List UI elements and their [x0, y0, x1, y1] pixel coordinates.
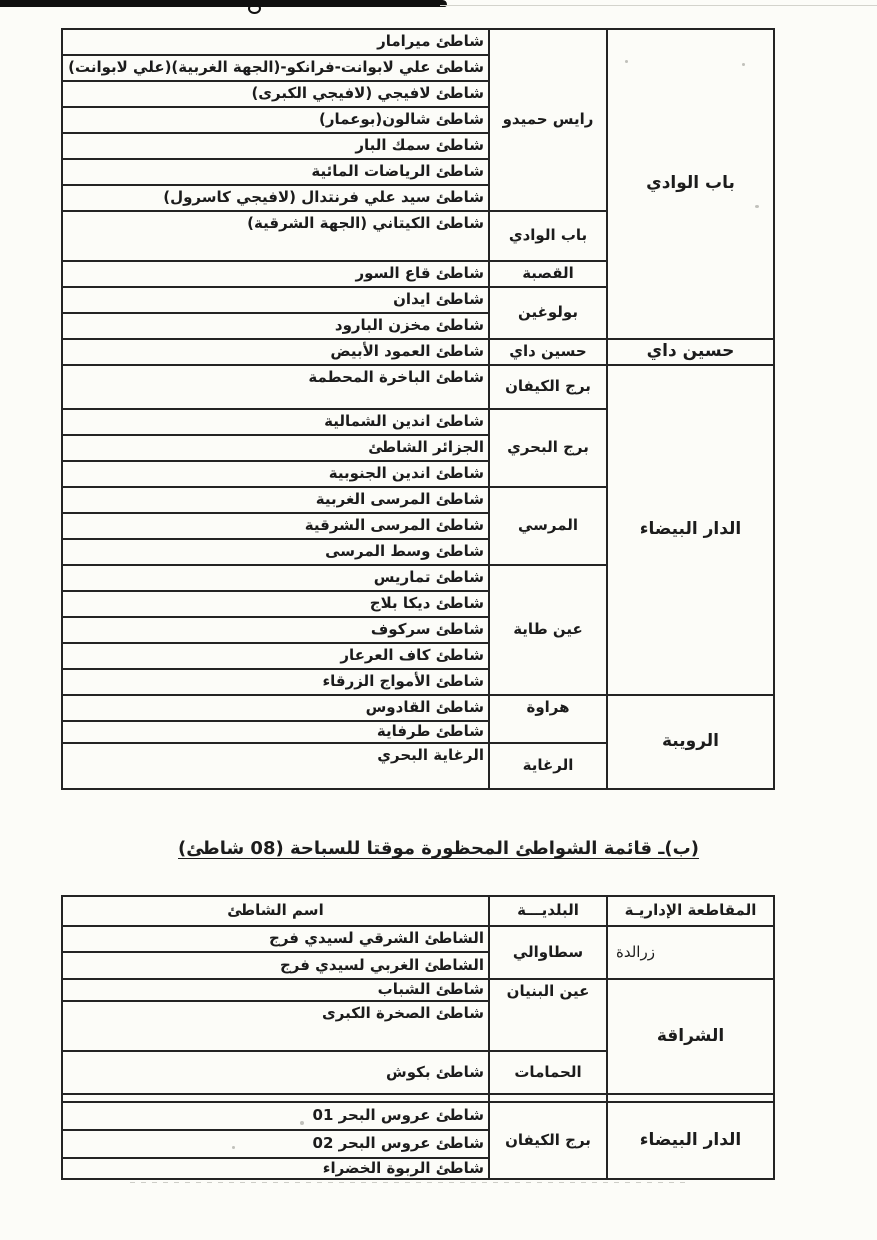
- beach-name-cell: شاطئ عروس البحر 01: [62, 1102, 489, 1130]
- beach-name-cell: شاطئ بكوش: [62, 1051, 489, 1094]
- beach-name-cell: شاطئ اندين الجنوبية: [62, 461, 489, 487]
- beach-name-cell: شاطئ علي لابوانت-فرانكو-(الجهة الغربية)(علي لابوانت): [62, 55, 489, 81]
- beach-name-cell: شاطئ سيد علي فرنتدال (لافيجي كاسرول): [62, 185, 489, 211]
- municipality-cell: سطاوالي: [489, 926, 607, 979]
- district-cell: الشراقة: [607, 979, 774, 1094]
- municipality-cell: القصبة: [489, 261, 607, 287]
- district-cell: الدار البيضاء: [607, 1102, 774, 1179]
- scan-edge-line: [440, 5, 877, 6]
- spacer-cell: [489, 1094, 607, 1102]
- section-b-heading: (ب)ـ قائمة الشواطئ المحظورة موقتا للسباحة (08 شاطئ): [178, 838, 699, 859]
- scan-bottom-artifact: [130, 1182, 690, 1183]
- spacer-cell: [62, 1094, 489, 1102]
- beach-name-cell: شاطئ شالون(بوعمار): [62, 107, 489, 133]
- district-cell: الدار البيضاء: [607, 365, 774, 695]
- beach-name-cell: شاطئ قاع السور: [62, 261, 489, 287]
- scan-squiggle-artifact: [248, 3, 261, 14]
- municipality-cell: برج الكيفان: [489, 365, 607, 409]
- banned-beaches-table: [61, 895, 775, 1180]
- beach-name-cell: شاطئ ديكا بلاج: [62, 591, 489, 617]
- beach-name-cell: شاطئ ميرامار: [62, 29, 489, 55]
- beach-name-cell: شاطئ الباخرة المحطمة: [62, 365, 489, 409]
- beach-name-cell: شاطئ المرسى الغربية: [62, 487, 489, 513]
- beach-name-cell: شاطئ الكيتاني (الجهة الشرقية): [62, 211, 489, 261]
- beach-name-cell: شاطئ الربوة الخضراء: [62, 1158, 489, 1179]
- beaches-table-a: [61, 28, 775, 790]
- beach-name-cell: شاطئ سركوف: [62, 617, 489, 643]
- beach-name-cell: شاطئ سمك البار: [62, 133, 489, 159]
- municipality-cell: حسين داي: [489, 339, 607, 365]
- municipality-cell: الحمامات: [489, 1051, 607, 1094]
- beach-name-cell: شاطئ القادوس: [62, 695, 489, 721]
- beach-name-cell: الرغاية البحري: [62, 743, 489, 789]
- beach-name-cell: شاطئ مخزن البارود: [62, 313, 489, 339]
- beach-name-cell: الجزائر الشاطئ: [62, 435, 489, 461]
- beach-name-cell: شاطئ الشباب: [62, 979, 489, 1001]
- municipality-cell: باب الوادي: [489, 211, 607, 261]
- municipality-cell: بولوغين: [489, 287, 607, 339]
- municipality-cell: المرسي: [489, 487, 607, 565]
- municipality-cell: عين طاية: [489, 565, 607, 695]
- beach-name-cell: شاطئ لافيجي (لافيجي الكبرى): [62, 81, 489, 107]
- spacer-cell: [607, 1094, 774, 1102]
- district-cell: زرالدة: [607, 926, 774, 979]
- beach-name-cell: الشاطئ الشرقي لسيدي فرج: [62, 926, 489, 952]
- beach-name-cell: شاطئ عروس البحر 02: [62, 1130, 489, 1158]
- column-header-municipality: البلديـــة: [489, 896, 607, 926]
- beach-name-cell: شاطئ الصخرة الكبرى: [62, 1001, 489, 1051]
- scan-edge-artifact: [0, 0, 447, 7]
- municipality-cell: رايس حميدو: [489, 29, 607, 211]
- beach-name-cell: شاطئ كاف العرعار: [62, 643, 489, 669]
- beach-name-cell: شاطئ اندين الشمالية: [62, 409, 489, 435]
- beach-name-cell: الشاطئ الغربي لسيدي فرج: [62, 952, 489, 979]
- beach-name-cell: شاطئ الرياضات المائية: [62, 159, 489, 185]
- municipality-cell: هراوة: [489, 695, 607, 743]
- municipality-cell: برج البحري: [489, 409, 607, 487]
- beach-name-cell: شاطئ ايدان: [62, 287, 489, 313]
- district-cell: حسين داي: [607, 339, 774, 365]
- beach-name-cell: شاطئ تماريس: [62, 565, 489, 591]
- beach-name-cell: شاطئ وسط المرسى: [62, 539, 489, 565]
- municipality-cell: عين البنيان: [489, 979, 607, 1051]
- beach-name-cell: شاطئ طرفاية: [62, 721, 489, 743]
- municipality-cell: الرغاية: [489, 743, 607, 789]
- column-header-district: المقاطعة الإداريـة: [607, 896, 774, 926]
- column-header-beach: اسم الشاطئ: [62, 896, 489, 926]
- beach-name-cell: شاطئ المرسى الشرقية: [62, 513, 489, 539]
- municipality-cell: برج الكيفان: [489, 1102, 607, 1179]
- district-cell: الرويبة: [607, 695, 774, 789]
- district-cell: باب الوادي: [607, 29, 774, 339]
- beach-name-cell: شاطئ العمود الأبيض: [62, 339, 489, 365]
- beach-name-cell: شاطئ الأمواج الزرقاء: [62, 669, 489, 695]
